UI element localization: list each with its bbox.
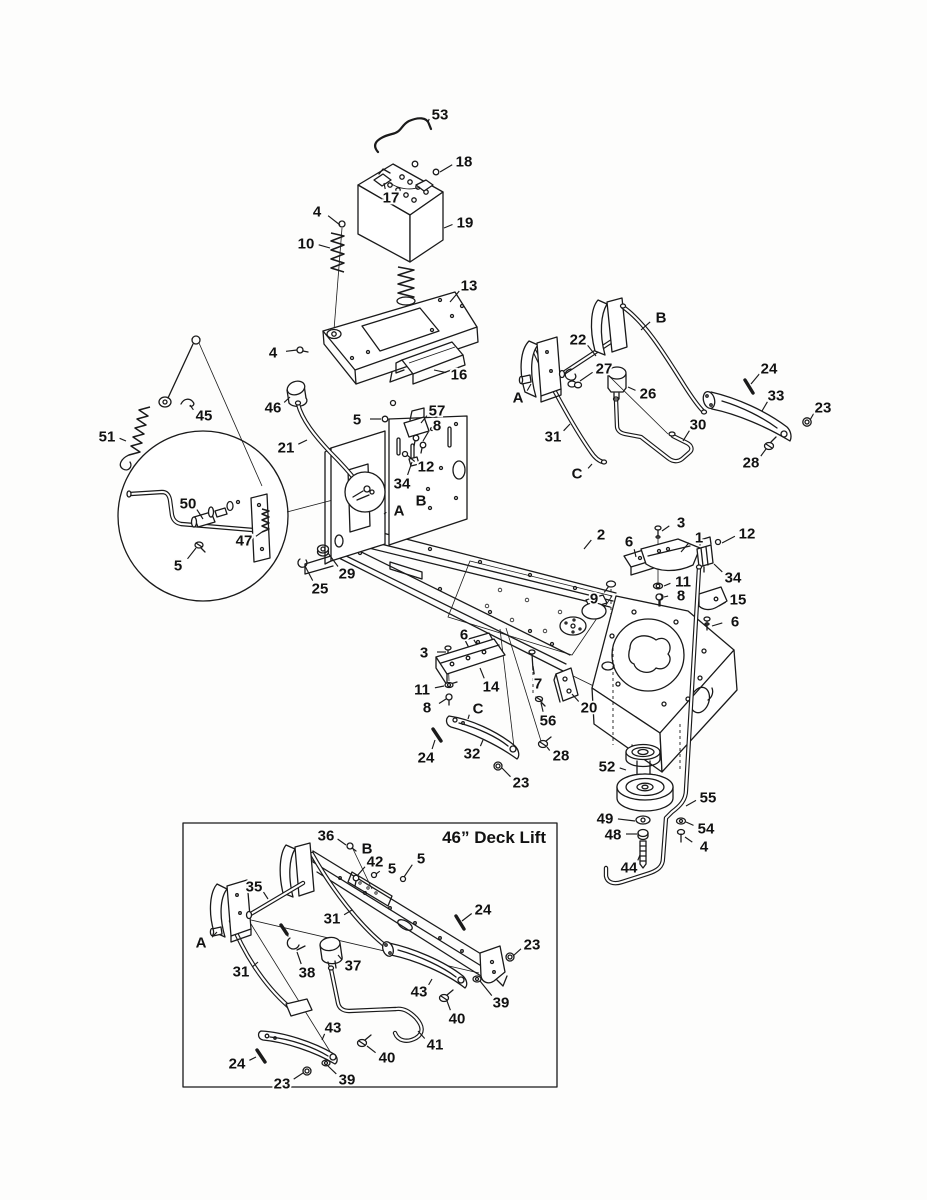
lift-arm-32 xyxy=(447,716,519,759)
leader-line-32-58 xyxy=(480,740,483,746)
part-label-30-17: 30 xyxy=(689,416,707,434)
screw-3-right xyxy=(655,526,661,538)
part-label-56-54: 56 xyxy=(539,712,557,730)
leader-line-23-76 xyxy=(513,949,521,956)
leader-line-11-50 xyxy=(435,686,444,688)
part-label-55-62: 55 xyxy=(699,789,717,807)
part-label-53-0: 53 xyxy=(431,106,449,124)
bracket-57 xyxy=(404,408,429,437)
part-label-36-68: 36 xyxy=(317,827,335,845)
leader-line-24-57 xyxy=(432,740,435,749)
clip-45 xyxy=(181,399,194,406)
leader-line-6-46 xyxy=(712,623,722,626)
leader-line-3-39 xyxy=(662,526,669,531)
part-label-39-88: 39 xyxy=(338,1071,356,1089)
inset-pin-24-upper xyxy=(456,916,464,929)
inset-knob-37 xyxy=(319,936,342,969)
bolt-44 xyxy=(640,841,646,868)
part-label-28-16: 28 xyxy=(742,454,760,472)
tray-grommet xyxy=(327,330,341,339)
part-label-57-31: 57 xyxy=(428,402,446,420)
leader-line-34-42 xyxy=(714,564,722,572)
leader-line-23-60 xyxy=(502,768,511,777)
leader-line-31-18 xyxy=(564,424,570,431)
part-label-39-82: 39 xyxy=(492,994,510,1012)
leader-line-33-14 xyxy=(762,402,767,411)
leader-line-54-65 xyxy=(686,822,694,825)
part-label-3-49: 3 xyxy=(419,644,429,662)
leader-line-8-51 xyxy=(439,699,446,704)
part-label-48-64: 48 xyxy=(604,826,622,844)
inset-spring-38 xyxy=(281,925,305,950)
inset-bolt-42 xyxy=(353,875,359,881)
part-label-28-59: 28 xyxy=(552,747,570,765)
part-label-25-26: 25 xyxy=(311,580,329,598)
leader-line-38-79 xyxy=(297,952,301,964)
part-label-34-42: 34 xyxy=(724,569,742,587)
frame-bolt-25-29 xyxy=(298,545,329,567)
part-label-27-11: 27 xyxy=(595,360,613,378)
leader-line-21-30 xyxy=(298,440,307,444)
part-label-5-72: 5 xyxy=(416,850,426,868)
part-label-24-75: 24 xyxy=(474,901,492,919)
inset-nut-23-lower xyxy=(303,1067,311,1075)
bracket-plate-left xyxy=(537,337,561,396)
part-label-24-86: 24 xyxy=(228,1055,246,1073)
hanger-bracket-1 xyxy=(641,539,700,571)
leader-line-11-43 xyxy=(664,583,670,586)
bolt-8-right xyxy=(656,594,662,600)
leader-line-36-68 xyxy=(338,839,346,845)
part-label-8-32: 8 xyxy=(432,417,442,435)
leader-line-51-22 xyxy=(120,438,126,441)
inset-end-bracket xyxy=(480,946,505,983)
inset-screw-5a xyxy=(372,873,377,878)
part-label-21-30: 21 xyxy=(277,439,295,457)
leader-line-5-72 xyxy=(404,865,412,877)
leader-line-18-1 xyxy=(440,165,452,172)
leader-line-55-62 xyxy=(686,800,696,806)
leader-line-5-71 xyxy=(376,871,380,874)
part-label-38-79: 38 xyxy=(298,964,316,982)
part-label-31-18: 31 xyxy=(544,428,562,446)
part-label-22-9: 22 xyxy=(569,331,587,349)
part-label-13-6: 13 xyxy=(460,277,478,295)
bolt-4-pulley xyxy=(678,830,685,843)
part-label-5-25: 5 xyxy=(173,557,183,575)
leader-line-8-44 xyxy=(664,596,668,597)
part-label-C-56: C xyxy=(472,700,484,718)
part-label-23-60: 23 xyxy=(512,774,530,792)
bolt-4-top xyxy=(339,221,345,227)
part-label-11-50: 11 xyxy=(414,681,430,699)
inset-bolt-40-upper xyxy=(440,990,454,1002)
inset-nut-23-upper xyxy=(506,953,514,961)
spring-10 xyxy=(331,233,344,272)
part-label-23-87: 23 xyxy=(273,1075,291,1093)
part-label-6-38: 6 xyxy=(624,533,634,551)
leader-line-52-61 xyxy=(620,768,626,770)
battery-group-illustration xyxy=(297,118,478,384)
leader-line-2-37 xyxy=(584,540,591,549)
part-label-8-44: 8 xyxy=(676,587,686,605)
leader-line-4-4 xyxy=(328,216,340,225)
leader-line-19-3 xyxy=(444,225,453,229)
part-label-46-28: 46 xyxy=(264,399,282,417)
part-label-B-10: B xyxy=(655,309,667,327)
part-label-18-1: 18 xyxy=(455,153,473,171)
part-label-24-57: 24 xyxy=(417,749,435,767)
nut-48 xyxy=(638,830,648,840)
part-label-5-71: 5 xyxy=(387,860,397,878)
part-label-40-89: 40 xyxy=(378,1049,396,1067)
part-label-40-83: 40 xyxy=(448,1010,466,1028)
part-label-14-52: 14 xyxy=(482,678,500,696)
part-label-26-12: 26 xyxy=(639,385,657,403)
part-label-43-85: 43 xyxy=(324,1019,342,1037)
terminal-screw-18 xyxy=(433,169,439,175)
rod-31-flat-tab xyxy=(286,999,312,1016)
part-label-45-21: 45 xyxy=(195,407,213,425)
leader-line-24-86 xyxy=(249,1057,256,1060)
screw-5-tower xyxy=(382,416,388,422)
part-label-37-80: 37 xyxy=(344,957,362,975)
leader-line-35-73 xyxy=(264,892,269,899)
part-label-49-63: 49 xyxy=(596,810,614,828)
part-label-19-3: 19 xyxy=(456,214,474,232)
leader-line-10-5 xyxy=(319,245,330,248)
bolt-8-left xyxy=(446,694,452,700)
pin-24-mid xyxy=(433,729,441,741)
leader-line-26-12 xyxy=(628,387,636,390)
part-label-6-48: 6 xyxy=(459,626,469,644)
part-label-7-53: 7 xyxy=(533,675,543,693)
leader-line-C-56 xyxy=(468,715,469,719)
inset-screw-5b xyxy=(401,877,406,882)
part-label-8-51: 8 xyxy=(422,699,432,717)
inset-pin-24-lower xyxy=(257,1050,265,1062)
part-label-4-66: 4 xyxy=(699,838,709,856)
bracket-15 xyxy=(699,587,727,610)
part-label-51-22: 51 xyxy=(98,428,116,446)
screw-56 xyxy=(536,697,546,707)
floor-holes xyxy=(485,588,562,633)
leader-line-23-15 xyxy=(810,413,814,420)
bolt-12-tower xyxy=(403,452,408,457)
part-label-A-36: A xyxy=(393,502,405,520)
part-label-41-84: 41 xyxy=(426,1036,444,1054)
part-label-35-73: 35 xyxy=(245,878,263,896)
part-label-54-65: 54 xyxy=(697,820,715,838)
part-label-34-34: 34 xyxy=(393,475,411,493)
leader-line-14-52 xyxy=(480,668,484,678)
leader-line-27-11 xyxy=(580,372,593,381)
leader-line-16-8 xyxy=(434,370,446,373)
bracket-blade-left xyxy=(521,341,538,397)
leader-line-4-66 xyxy=(685,837,692,842)
nut-23-mid xyxy=(494,762,502,770)
part-label-3-39: 3 xyxy=(676,514,686,532)
part-label-4-4: 4 xyxy=(312,203,322,221)
bolt-12-right xyxy=(716,540,721,545)
part-label-43-81: 43 xyxy=(410,983,428,1001)
part-label-6-46: 6 xyxy=(730,613,740,631)
leader-line-28-16 xyxy=(761,449,766,456)
leader-line-30-17 xyxy=(683,431,689,441)
leader-line-4-7 xyxy=(286,350,297,351)
washer-9 xyxy=(607,581,616,587)
bolt-8-tower-b xyxy=(420,442,426,448)
leader-line-24-13 xyxy=(751,374,759,384)
bolt-4-left xyxy=(297,347,303,353)
part-label-23-76: 23 xyxy=(523,936,541,954)
part-label-A-77: A xyxy=(195,934,207,952)
part-label-42-70: 42 xyxy=(366,853,384,871)
part-label-44-67: 44 xyxy=(620,859,638,877)
part-label-47-24: 47 xyxy=(235,532,253,550)
part-label-10-5: 10 xyxy=(297,235,315,253)
part-label-5-29: 5 xyxy=(352,411,362,429)
pin-24-top xyxy=(745,380,753,393)
leader-line-28-59 xyxy=(547,747,550,751)
part-label-1-40: 1 xyxy=(694,529,704,547)
part-label-20-55: 20 xyxy=(580,699,598,717)
bolt-8-tower-a xyxy=(413,435,419,441)
part-label-33-14: 33 xyxy=(767,387,785,405)
leader-line-C-20 xyxy=(588,464,592,468)
part-label-9-47: 9 xyxy=(589,590,599,608)
leader-line-12-41 xyxy=(722,536,735,543)
rod-top-loop xyxy=(192,336,200,344)
leader-line-40-83 xyxy=(447,1001,450,1010)
spring-51 xyxy=(129,407,150,455)
part-label-11-43: 11 xyxy=(675,573,691,591)
part-label-A-19: A xyxy=(512,389,524,407)
terminal-screw xyxy=(412,161,418,167)
part-label-4-7: 4 xyxy=(268,344,278,362)
part-label-52-61: 52 xyxy=(598,758,616,776)
part-label-C-20: C xyxy=(571,465,583,483)
part-label-32-58: 32 xyxy=(463,745,481,763)
part-label-12-41: 12 xyxy=(738,525,756,543)
bracket-20 xyxy=(556,668,578,701)
inset-title: 46” Deck Lift xyxy=(442,828,546,847)
washer-49 xyxy=(636,816,650,824)
leader-line-39-88 xyxy=(328,1066,336,1074)
part-label-23-15: 23 xyxy=(814,399,832,417)
part-label-29-27: 29 xyxy=(338,565,356,583)
part-label-31-78: 31 xyxy=(232,963,250,981)
leader-line-24-75 xyxy=(462,914,472,922)
leader-line-43-81 xyxy=(429,979,432,985)
far-rail-holes xyxy=(379,535,577,590)
part-label-17-2: 17 xyxy=(382,189,400,207)
leader-line-40-89 xyxy=(367,1046,376,1053)
part-label-24-13: 24 xyxy=(760,360,778,378)
part-label-15-45: 15 xyxy=(729,591,747,609)
part-label-31-74: 31 xyxy=(323,910,341,928)
battery-cable-53 xyxy=(375,118,431,152)
part-label-12-33: 12 xyxy=(417,458,435,476)
part-label-2-37: 2 xyxy=(596,526,606,544)
part-label-50-23: 50 xyxy=(179,495,197,513)
part-label-B-35: B xyxy=(415,492,427,510)
leader-line-49-63 xyxy=(618,819,635,821)
stud-7 xyxy=(529,650,535,670)
part-label-B-69: B xyxy=(361,840,373,858)
inset-bolt-40-lower xyxy=(358,1035,372,1047)
part-label-16-8: 16 xyxy=(450,366,468,384)
leader-line-23-87 xyxy=(294,1073,303,1079)
bolt-28-top xyxy=(765,437,777,450)
clutch-spring-detail-illustration xyxy=(118,336,352,601)
